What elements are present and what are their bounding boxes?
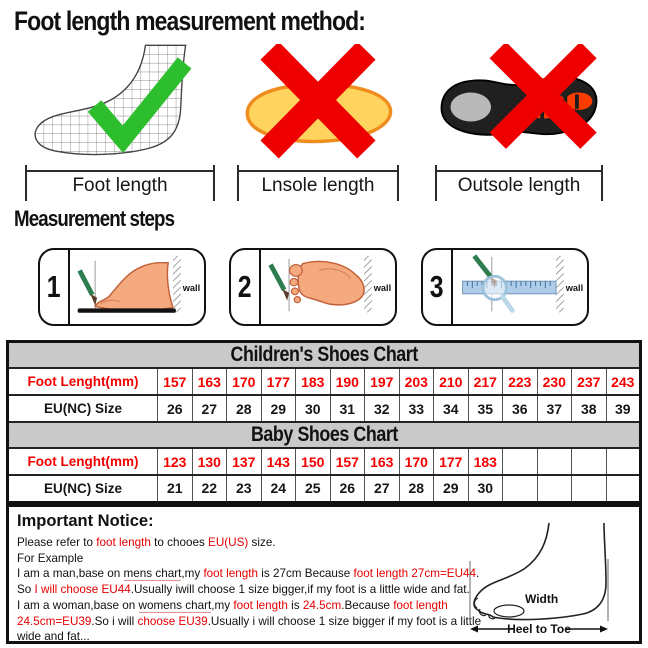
wireframe-foot-icon: [26, 44, 214, 168]
pencil-icon: [80, 270, 93, 294]
size-value-cell: 26: [158, 395, 193, 422]
size-value-cell: 177: [261, 368, 296, 395]
notice-segment: For Example: [17, 551, 84, 565]
size-value-cell: 157: [330, 448, 365, 475]
size-value-cell: 130: [192, 448, 227, 475]
row-label: EU(NC) Size: [8, 395, 158, 422]
size-value-cell: 28: [399, 475, 434, 502]
foot-side: [95, 263, 173, 311]
notice-highlight: foot length: [393, 598, 448, 612]
notice-highlight: foot length: [233, 598, 288, 612]
notice-segment: So: [17, 583, 35, 597]
step-box-1: [38, 248, 206, 326]
notice-segment: .Usually i will choose 1 size bigger if my foot is a little: [207, 614, 482, 628]
ruler-magnifier-icon: [454, 251, 586, 323]
size-value-cell: 25: [296, 475, 331, 502]
figure-insole-length: [238, 44, 398, 200]
size-value-cell: 33: [399, 395, 434, 422]
notice-segment: Please refer to: [17, 536, 97, 549]
notice-highlight: 24.5cm=EU39: [17, 614, 92, 628]
magnifier-handle: [502, 297, 512, 311]
arrow-left: [470, 626, 478, 633]
size-value-cell: 24: [261, 475, 296, 502]
size-value-cell: [503, 448, 538, 475]
wall-hatch: [173, 256, 181, 312]
wall-label: wall: [182, 282, 201, 293]
size-value-cell: 35: [468, 395, 503, 422]
insole-art: [238, 44, 398, 168]
size-value-cell: 163: [365, 448, 400, 475]
size-value-cell: 22: [192, 475, 227, 502]
size-value-cell: [572, 448, 607, 475]
size-value-cell: 32: [365, 395, 400, 422]
pencil-icon: [271, 265, 285, 290]
size-value-cell: [606, 448, 641, 475]
width-band: [494, 605, 524, 617]
size-value-cell: 34: [434, 395, 469, 422]
notice-segment: ,my: [211, 598, 234, 612]
size-value-cell: 183: [296, 368, 331, 395]
steps-title: Measurement steps: [14, 206, 175, 231]
notice-highlight: 24.5cm: [302, 598, 342, 612]
size-value-cell: 157: [158, 368, 193, 395]
size-value-cell: 203: [399, 368, 434, 395]
size-value-cell: 197: [365, 368, 400, 395]
size-value-cell: 21: [158, 475, 193, 502]
size-value-cell: [572, 475, 607, 502]
wall-hatch: [364, 256, 372, 312]
pencil-icon: [474, 256, 492, 278]
figure-foot-length: [26, 44, 214, 200]
row-label: Foot Lenght(mm): [8, 448, 158, 475]
notice-segment: .So i will: [91, 614, 138, 628]
notice-segment: .: [476, 567, 480, 581]
figure-outsole-length: [436, 44, 602, 200]
size-value-cell: 170: [227, 368, 262, 395]
width-label: Width: [525, 592, 559, 606]
figure-label-foot-length: Foot length: [26, 170, 214, 200]
size-value-cell: [537, 448, 572, 475]
wireframe-foot-art: [26, 44, 214, 168]
row-label: Foot Lenght(mm): [8, 368, 158, 395]
notice-segment: to chooes: [150, 536, 209, 549]
step-box-3: [421, 248, 589, 326]
notice-segment: .Because: [341, 598, 394, 612]
size-value-cell: [503, 475, 538, 502]
ruler: [463, 281, 556, 294]
size-value-cell: 163: [192, 368, 227, 395]
floor-bar: [78, 308, 176, 312]
step-box-2: [229, 248, 397, 326]
figure-label-outsole-length: Outsole length: [436, 170, 602, 200]
wall-label: wall: [565, 282, 584, 293]
insole-icon: [238, 44, 398, 168]
big-toe: [290, 265, 303, 277]
wall-label: wall: [373, 282, 392, 293]
size-value-cell: 243: [606, 368, 641, 395]
notice-highlight: I will choose EU44: [34, 583, 131, 597]
notice-segment: mens chart: [123, 567, 182, 581]
size-value-cell: 177: [434, 448, 469, 475]
notice-segment: is 27cm Because: [258, 567, 354, 581]
toe: [291, 288, 298, 295]
size-value-cell: 183: [468, 448, 503, 475]
notice-highlight: choose EU39: [137, 614, 208, 628]
foot-sole: [298, 261, 364, 304]
page-title: Foot length measurement method:: [14, 6, 366, 36]
wall-hatch: [556, 256, 564, 312]
notice-segment: is: [287, 598, 303, 612]
size-value-cell: [606, 475, 641, 502]
notice-segment: I am a woman,base on: [17, 598, 139, 612]
pencil-tip: [282, 289, 289, 301]
toe: [290, 278, 298, 285]
heel-to-toe-label: Heel to Toe: [507, 622, 571, 636]
size-value-cell: 27: [365, 475, 400, 502]
size-chart-table: [6, 340, 642, 504]
notice-segment: womens chart: [138, 598, 212, 612]
outsole-icon: [436, 44, 602, 168]
chart-title: Baby Shoes Chart: [8, 422, 641, 448]
notice-highlight: foot length 27cm=EU44: [353, 567, 477, 581]
row-label: EU(NC) Size: [8, 475, 158, 502]
size-value-cell: 223: [503, 368, 538, 395]
pencil-tip: [90, 294, 97, 306]
important-notice-panel: [6, 504, 642, 644]
size-value-cell: 27: [192, 395, 227, 422]
size-value-cell: [537, 475, 572, 502]
heel-pad: [450, 92, 491, 121]
size-value-cell: 31: [330, 395, 365, 422]
size-value-cell: 123: [158, 448, 193, 475]
notice-highlight: EU(US): [208, 536, 249, 549]
notice-title: Important Notice:: [17, 512, 154, 530]
size-value-cell: 150: [296, 448, 331, 475]
notice-segment: wide and fat...: [17, 630, 90, 644]
size-value-cell: 237: [572, 368, 607, 395]
size-value-cell: 217: [468, 368, 503, 395]
size-value-cell: 29: [434, 475, 469, 502]
size-value-cell: 39: [606, 395, 641, 422]
size-value-cell: 26: [330, 475, 365, 502]
size-value-cell: 230: [537, 368, 572, 395]
notice-segment: I am a man,base on: [17, 567, 124, 581]
size-value-cell: 38: [572, 395, 607, 422]
size-value-cell: 30: [468, 475, 503, 502]
notice-segment: .Usually iwill choose 1 size bigger,if my foot is a little wide and fat.: [130, 583, 470, 597]
size-value-cell: 37: [537, 395, 572, 422]
chart-title: Children's Shoes Chart: [8, 342, 641, 369]
size-value-cell: 28: [227, 395, 262, 422]
size-value-cell: 23: [227, 475, 262, 502]
size-value-cell: 36: [503, 395, 538, 422]
size-value-cell: 143: [261, 448, 296, 475]
foot-side-pencil-icon: [71, 251, 203, 323]
figure-label-insole-length: Lnsole length: [238, 170, 398, 200]
notice-segment: ,my: [181, 567, 204, 581]
size-value-cell: 29: [261, 395, 296, 422]
size-value-cell: 170: [399, 448, 434, 475]
step-number-2: 2: [231, 250, 261, 324]
foot-top-pencil-icon: [262, 251, 394, 323]
notice-highlight: foot length: [203, 567, 259, 581]
outsole-art: [436, 44, 602, 168]
size-value-cell: 210: [434, 368, 469, 395]
size-value-cell: 30: [296, 395, 331, 422]
arrow-right: [600, 626, 608, 633]
step-number-1: 1: [40, 250, 70, 324]
size-value-cell: 137: [227, 448, 262, 475]
foot-measure-diagram: [461, 521, 631, 639]
notice-segment: size.: [248, 536, 276, 549]
size-value-cell: 190: [330, 368, 365, 395]
notice-highlight: foot length: [96, 536, 151, 549]
step-number-3: 3: [423, 250, 453, 324]
toe: [294, 297, 300, 303]
